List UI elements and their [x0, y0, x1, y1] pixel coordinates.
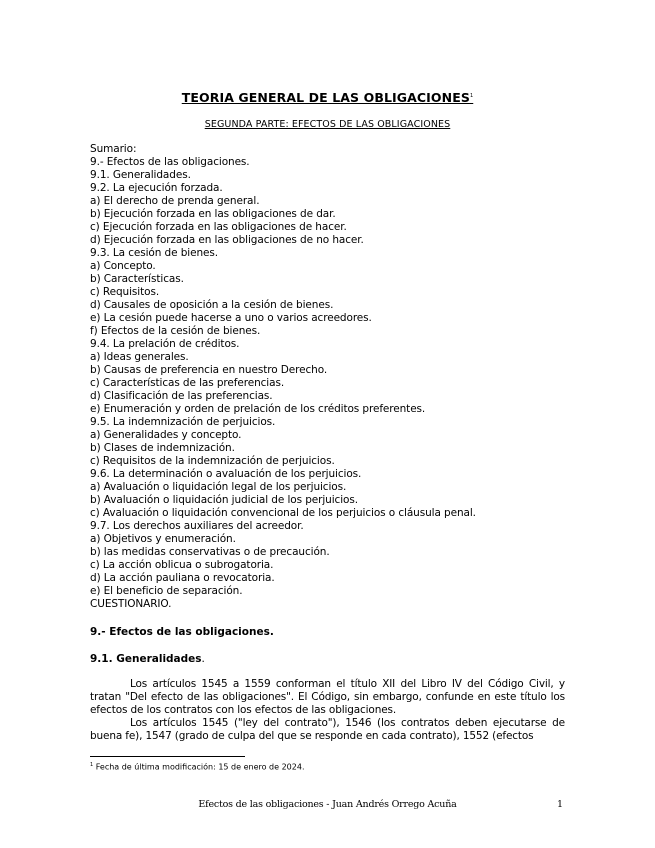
- summary-line: c) Requisitos de la indemnización de perjuicios.: [90, 455, 335, 467]
- summary-line: c) Avaluación o liquidación convencional de los perjuicios o cláusula penal.: [90, 507, 476, 519]
- summary-line: f) Efectos de la cesión de bienes.: [90, 325, 261, 337]
- summary-line: e) El beneficio de separación.: [90, 585, 243, 597]
- summary-line: b) las medidas conservativas o de precaución.: [90, 546, 330, 558]
- summary-line: 9.2. La ejecución forzada.: [90, 182, 223, 194]
- summary-line: b) Ejecución forzada en las obligaciones de dar.: [90, 208, 336, 220]
- subsection-heading-period: .: [201, 653, 205, 665]
- title-footnote-mark: 1: [469, 92, 474, 99]
- footnote-separator: [90, 756, 245, 757]
- summary-line: 9.- Efectos de las obligaciones.: [90, 156, 250, 168]
- summary-line: d) Clasificación de las preferencias.: [90, 390, 273, 402]
- summary-line: a) Ideas generales.: [90, 351, 189, 363]
- summary-line: b) Clases de indemnización.: [90, 442, 235, 454]
- summary-line: d) Causales de oposición a la cesión de bienes.: [90, 299, 334, 311]
- summary-line: Sumario:: [90, 143, 137, 155]
- summary-line: d) Ejecución forzada en las obligaciones de no hacer.: [90, 234, 364, 246]
- body-text: [90, 678, 565, 743]
- page-footer: Efectos de las obligaciones - Juan Andrés Orrego Acuña: [198, 799, 457, 810]
- document-subtitle: SEGUNDA PARTE: EFECTOS DE LAS OBLIGACIONES: [204, 119, 451, 130]
- footnote-text: Fecha de última modificación: 15 de enero de 2024.: [93, 762, 305, 772]
- footnote-mark: 1: [90, 762, 94, 768]
- paragraph: Los artículos 1545 ("ley del contrato"), 1546 (los contratos deben ejecutarse de buena fe), 1547 (grado de culpa del que se responde en cada contrato), 1552 (efectos: [90, 717, 565, 742]
- footnote: [90, 762, 305, 772]
- paragraph: Los artículos 1545 a 1559 conforman el título XII del Libro IV del Código Civil, y tratan "Del efecto de las obligaciones". El Código, sin embargo, confunde en este título los efectos de los contratos con los efectos de las obligaciones.: [90, 678, 565, 716]
- summary-line: c) La acción oblicua o subrogatoria.: [90, 559, 274, 571]
- summary-line: b) Causas de preferencia en nuestro Derecho.: [90, 364, 328, 376]
- summary-list: [90, 143, 570, 611]
- summary-line: a) Avaluación o liquidación legal de los perjuicios.: [90, 481, 347, 493]
- summary-line: a) Generalidades y concepto.: [90, 429, 242, 441]
- summary-line: CUESTIONARIO.: [90, 598, 172, 610]
- summary-line: 9.7. Los derechos auxiliares del acreedor.: [90, 520, 304, 532]
- summary-line: 9.1. Generalidades.: [90, 169, 191, 181]
- summary-line: 9.3. La cesión de bienes.: [90, 247, 218, 259]
- page-number: 1: [557, 799, 564, 810]
- summary-line: c) Características de las preferencias.: [90, 377, 285, 389]
- summary-line: e) Enumeración y orden de prelación de los créditos preferentes.: [90, 403, 426, 415]
- section-heading: 9.- Efectos de las obligaciones.: [90, 626, 274, 638]
- summary-line: b) Características.: [90, 273, 184, 285]
- summary-line: a) Concepto.: [90, 260, 156, 272]
- document-title: [0, 90, 655, 105]
- summary-line: 9.5. La indemnización de perjuicios.: [90, 416, 276, 428]
- summary-line: e) La cesión puede hacerse a uno o varios acreedores.: [90, 312, 372, 324]
- summary-line: c) Requisitos.: [90, 286, 160, 298]
- subsection-heading: [90, 653, 205, 665]
- document-title-text: TEORIA GENERAL DE LAS OBLIGACIONES: [181, 90, 470, 105]
- summary-line: d) La acción pauliana o revocatoria.: [90, 572, 275, 584]
- summary-line: 9.6. La determinación o avaluación de los perjuicios.: [90, 468, 362, 480]
- summary-line: c) Ejecución forzada en las obligaciones de hacer.: [90, 221, 347, 233]
- summary-line: a) Objetivos y enumeración.: [90, 533, 236, 545]
- summary-line: a) El derecho de prenda general.: [90, 195, 260, 207]
- summary-line: b) Avaluación o liquidación judicial de los perjuicios.: [90, 494, 358, 506]
- subsection-heading-text: 9.1. Generalidades: [90, 653, 202, 665]
- summary-line: 9.4. La prelación de créditos.: [90, 338, 240, 350]
